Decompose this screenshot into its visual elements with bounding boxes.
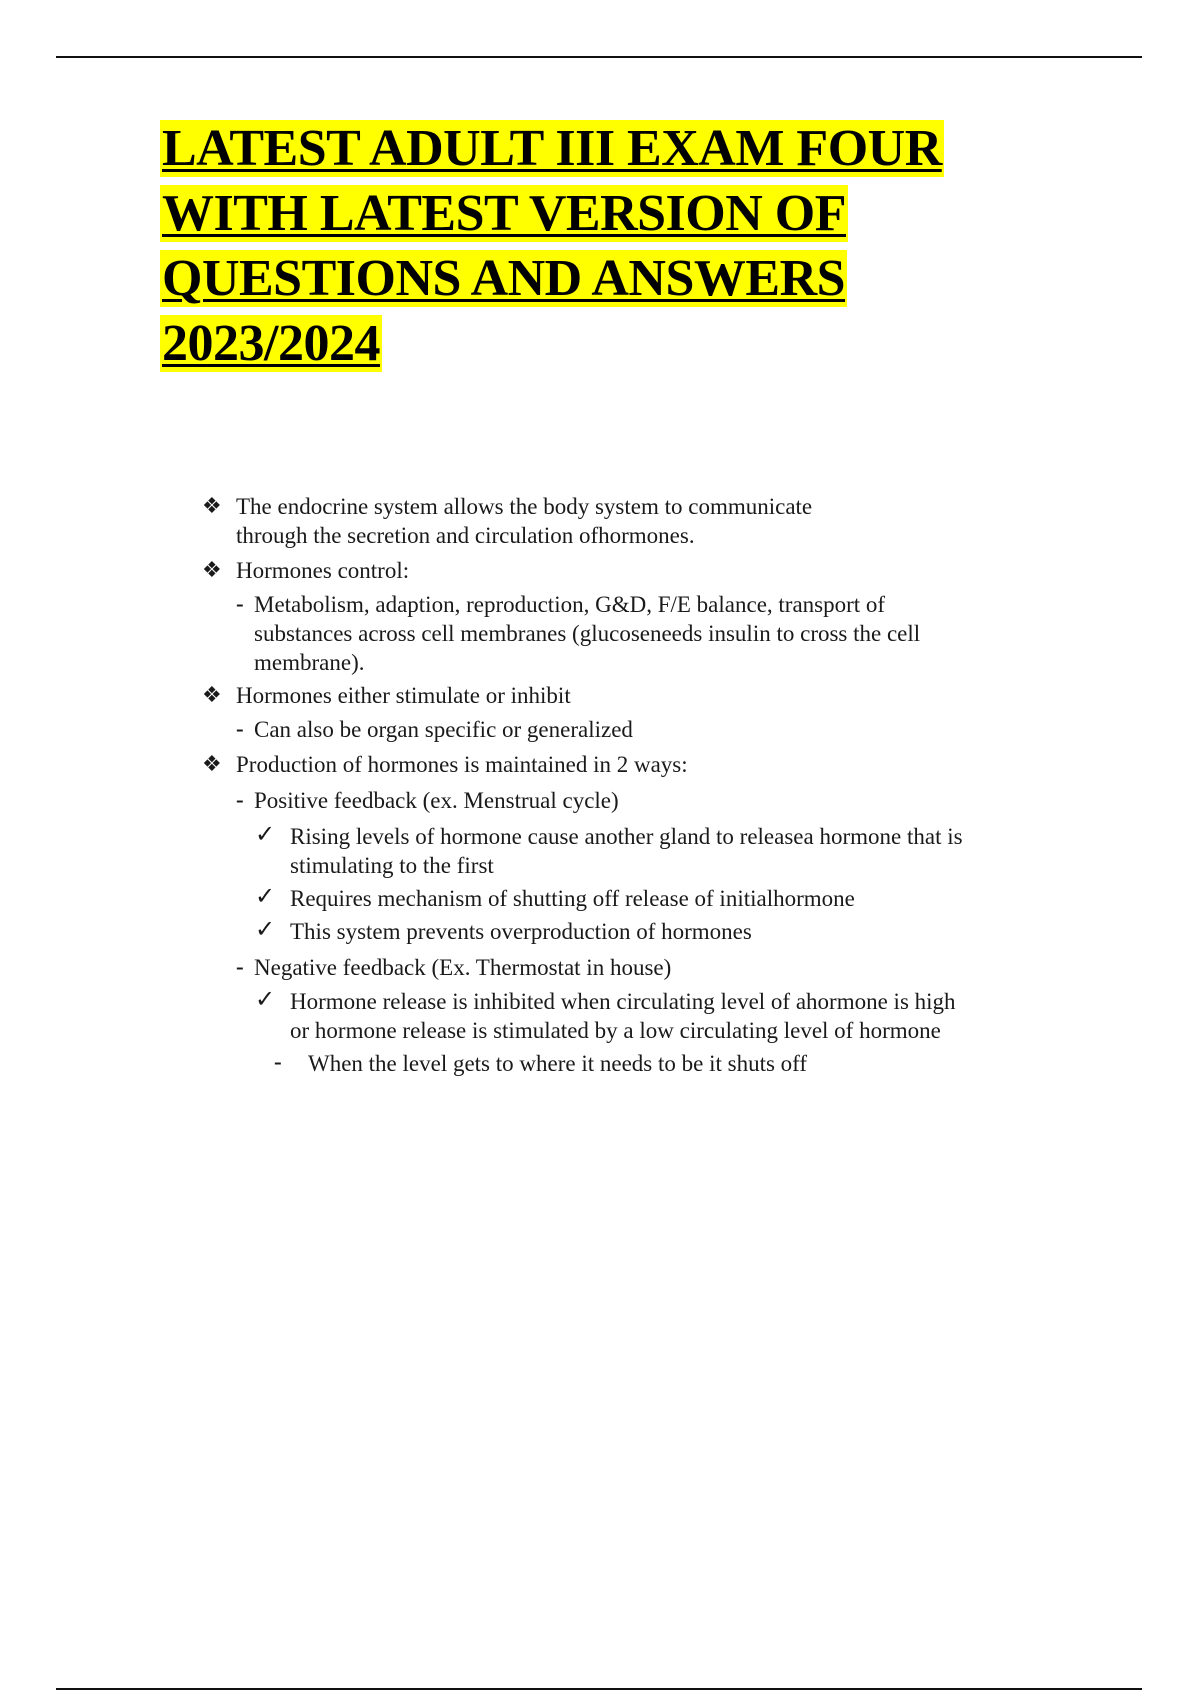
diamond-bullet-icon: ❖ xyxy=(202,493,222,518)
dash-bullet-icon: - xyxy=(236,954,244,979)
rising-levels-line-1: Rising levels of hormone cause another gland to releasea hormone that is xyxy=(290,824,963,849)
rising-levels-line-2: stimulating to the first xyxy=(290,853,494,878)
title-line-3: QUESTIONS AND ANSWERS xyxy=(162,250,846,307)
metabolism-line-2: substances across cell membranes (glucoseneeds insulin to cross the cell xyxy=(254,621,921,646)
metabolism-line-3: membrane). xyxy=(254,650,365,675)
title-line-4: 2023/2024 xyxy=(162,315,380,372)
check-icon: ✓ xyxy=(255,822,276,848)
check-icon: ✓ xyxy=(255,884,276,910)
title-line-1: LATEST ADULT III EXAM FOUR xyxy=(162,120,942,177)
endocrine-line-1: The endocrine system allows the body system to communicate xyxy=(236,494,813,519)
release-inhibited-line-2: or hormone release is stimulated by a low circulating level of hormone xyxy=(290,1018,941,1043)
diamond-bullet-icon: ❖ xyxy=(202,682,222,707)
dash-bullet-icon: - xyxy=(236,787,244,812)
prevents-overproduction: This system prevents overproduction of hormones xyxy=(290,919,752,944)
stimulate-inhibit: Hormones either stimulate or inhibit xyxy=(236,683,571,708)
dash-bullet-icon: - xyxy=(236,591,244,616)
organ-specific: Can also be organ specific or generalized xyxy=(254,717,633,742)
release-inhibited-line-1: Hormone release is inhibited when circulating level of ahormone is high xyxy=(290,989,956,1014)
diamond-bullet-icon: ❖ xyxy=(202,751,222,776)
diamond-bullet-icon: ❖ xyxy=(202,557,222,582)
metabolism-line-1: Metabolism, adaption, reproduction, G&D, F/E balance, transport of xyxy=(254,592,886,617)
dash-bullet-icon: - xyxy=(236,716,244,741)
dash-bullet-icon: - xyxy=(274,1049,282,1074)
title-line-2: WITH LATEST VERSION OF xyxy=(162,185,846,242)
positive-feedback: Positive feedback (ex. Menstrual cycle) xyxy=(254,788,619,813)
hormones-control: Hormones control: xyxy=(236,558,410,583)
endocrine-line-2: through the secretion and circulation ofhormones. xyxy=(236,523,695,548)
document-title xyxy=(160,116,1040,376)
check-icon: ✓ xyxy=(255,917,276,943)
level-shuts-off: When the level gets to where it needs to be it shuts off xyxy=(308,1051,808,1076)
check-icon: ✓ xyxy=(255,987,276,1013)
negative-feedback: Negative feedback (Ex. Thermostat in house) xyxy=(254,955,672,980)
requires-mechanism: Requires mechanism of shutting off release of initialhormone xyxy=(290,886,855,911)
production-ways: Production of hormones is maintained in 2 ways: xyxy=(236,752,688,777)
top-rule xyxy=(56,56,1142,58)
bottom-rule xyxy=(56,1688,1142,1690)
